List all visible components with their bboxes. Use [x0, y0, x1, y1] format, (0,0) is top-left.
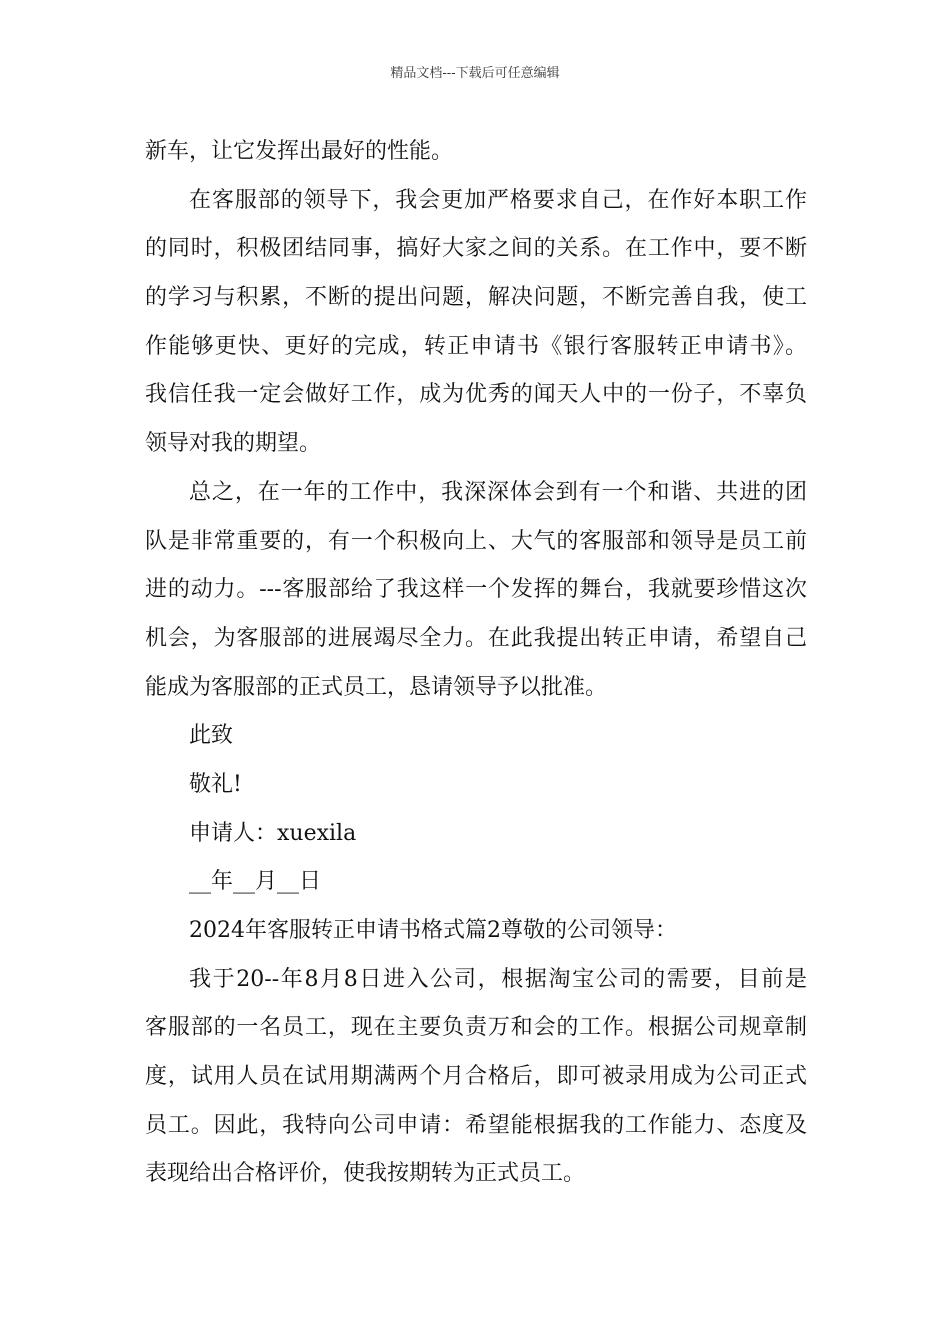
text-line: 机会，为客服部的进展竭尽全力。在此我提出转正申请，希望自己	[145, 625, 807, 651]
text-line: 领导对我的期望。	[145, 431, 322, 457]
text-line: 进的动力。---客服部给了我这样一个发挥的舞台，我就要珍惜这次	[145, 577, 807, 603]
text-line: 新车，让它发挥出最好的性能。	[145, 139, 454, 164]
text-line: 度，试用人员在试用期满两个月合格后，即可被录用成为公司正式	[145, 1064, 807, 1090]
page-header: 精品文档---下载后可任意编辑	[390, 66, 560, 81]
text-line: 在客服部的领导下，我会更加严格要求自己，在作好本职工作	[189, 187, 807, 213]
text-line: 能成为客服部的正式员工，恳请领导予以批准。	[145, 674, 608, 700]
text-line: 客服部的一名员工，现在主要负责万和会的工作。根据公司规章制	[145, 1015, 807, 1041]
text-line: 申请人：xuexila	[189, 820, 357, 846]
document-body	[145, 130, 807, 1201]
text-line: 我信任我一定会做好工作，成为优秀的闻天人中的一份子，不辜负	[145, 382, 807, 408]
text-line: 的同时，积极团结同事，搞好大家之间的关系。在工作中，要不断	[145, 236, 807, 262]
text-line: 员工。因此，我特向公司申请：希望能根据我的工作能力、态度及	[145, 1112, 807, 1138]
text-line: __年__月__日	[189, 869, 322, 895]
text-line: 作能够更快、更好的完成，转正申请书《银行客服转正申请书》。	[145, 333, 807, 359]
text-line: 队是非常重要的，有一个积极向上、大气的客服部和领导是员工前	[145, 528, 807, 554]
text-line: 表现给出合格评价，使我按期转为正式员工。	[145, 1161, 586, 1187]
text-line: 总之，在一年的工作中，我深深体会到有一个和谐、共进的团	[189, 479, 807, 505]
text-line: 的学习与积累，不断的提出问题，解决问题，不断完善自我，使工	[145, 285, 807, 311]
text-line: 我于20--年8月8日进入公司，根据淘宝公司的需要，目前是	[189, 966, 807, 992]
text-line: 此致	[189, 723, 234, 749]
text-line: 2024年客服转正申请书格式篇2尊敬的公司领导：	[189, 918, 677, 943]
text-line: 敬礼!	[189, 771, 242, 797]
